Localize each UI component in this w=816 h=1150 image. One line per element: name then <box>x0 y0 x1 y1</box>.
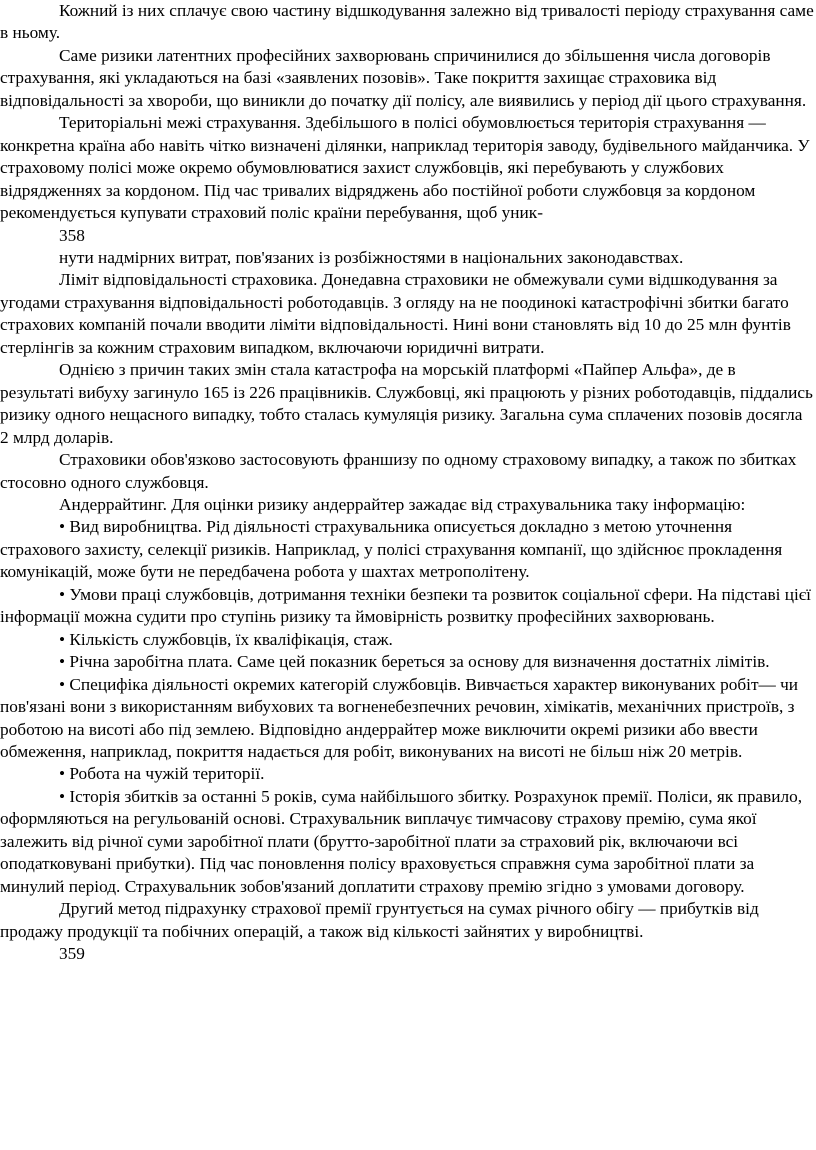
page-number: 359 <box>59 944 85 964</box>
paragraph: Кожний із них сплачує свою частину відшкодування залежно від тривалості періоду страхування саме в ньому. <box>0 1 814 43</box>
bullet-paragraph: • Умови праці службовців, дотримання техніки безпеки та розвиток соціальної сфери. На підставі цієї інформації можна судити про ступінь ризику та ймовірність розвитку професійних захворювань. <box>0 584 811 627</box>
bullet-paragraph: • Історія збитків за останні 5 років, сума найбільшого збитку. Розрахунок премії. Поліси, як правило, оформляються на регульованій основі. Страхувальник виплачує тимчасову страхову премію, сума якої залежить від річної суми заробітної плати (брутто-заробітної плати за страховий рік, включаючи всі оподатковувані прибутки). Під час поновлення полісу враховується справжня сума заробітної плати за минулий період. Страхувальник зобов'язаний доплатити страхову премію згідно з умовами договору. <box>0 786 803 896</box>
paragraph: Саме ризики латентних професійних захворювань спричинилися до збільшення числа договорів страхування, які укладаються на базі «заявлених позовів». Таке покриття захищає страховика від відповідальності за хвороби, що виникли до початку дії полісу, але виявились у період дії цього страхування. <box>0 45 807 110</box>
paragraph: Андеррайтинг. Для оцінки ризику андеррайтер зажадає від страхувальника таку інформацію: <box>59 494 746 514</box>
paragraph: Територіальні межі страхування. Здебільшого в полісі обумовлюється територія страхування — конкретна країна або навіть чітко визначені ділянки, наприклад територія заводу, будівельного майданчика. У страховому полісі може окремо обумовлюватися захист службовців, які перебувають у службових відрядженнях за кордоном. Під час тривалих відряджень або постійної роботи службовця за кордоном рекомендується купувати страховий поліс країни перебування, щоб уник- <box>0 113 810 223</box>
paragraph: Страховики обов'язково застосовують франшизу по одному страховому випадку, а також по збитках стосовно одного службовця. <box>0 450 797 492</box>
paragraph: нути надмірних витрат, пов'язаних із розбіжностями в національних законодавствах. <box>59 247 684 267</box>
paragraph: Другий метод підрахунку страхової премії грунтується на сумах річного обігу — прибутків від продажу продукції та побічних операцій, а також від кількості зайнятих у виробництві. <box>0 899 759 941</box>
bullet-paragraph: • Річна заробітна плата. Саме цей показник береться за основу для визначення достатніх лімітів. <box>59 652 770 672</box>
page-number: 358 <box>59 225 85 245</box>
paragraph: Ліміт відповідальності страховика. Донедавна страховики не обмежували суми відшкодування за угодами страхування відповідальності роботодавців. З огляду на не поодинокі катастрофічні збитки багато страхових компаній почали вводити ліміти відповідальності. Нині вони становлять від 10 до 25 млн фунтів стерлінгів за кожним страховим випадком, включаючи юридичні витрати. <box>0 270 791 357</box>
bullet-paragraph: • Робота на чужій території. <box>59 764 265 784</box>
bullet-paragraph: • Вид виробництва. Рід діяльності страхувальника описується докладно з метою уточнення страхового захисту, селекції ризиків. Наприклад, у полісі страхування компанії, що здійснює прокладення комунікацій, може бути не передбачена робота у шахтах метрополітену. <box>0 517 783 582</box>
bullet-paragraph: • Кількість службовців, їх кваліфікація, стаж. <box>59 629 393 649</box>
paragraph: Однією з причин таких змін стала катастрофа на морській платформі «Пайпер Альфа», де в результаті вибуху загинуло 165 із 226 працівників. Службовці, які працюють у різних роботодавців, піддались ризику одного нещасного випадку, тобто сталась кумуляція ризику. Загальна сума сплачених позовів досягла 2 млрд доларів. <box>0 360 813 447</box>
bullet-paragraph: • Специфіка діяльності окремих категорій службовців. Вивчається характер виконуваних робіт— чи пов'язані вони з використанням вибухових та вогненебезпечних речовин, хімікатів, механічних пристроїв, з роботою на висоті або під землею. Відповідно андеррайтер може виключити окремі ризики або ввести обмеження, наприклад, покриття надається для робіт, виконуваних на висоті не більш ніж 20 метрів. <box>0 674 799 761</box>
